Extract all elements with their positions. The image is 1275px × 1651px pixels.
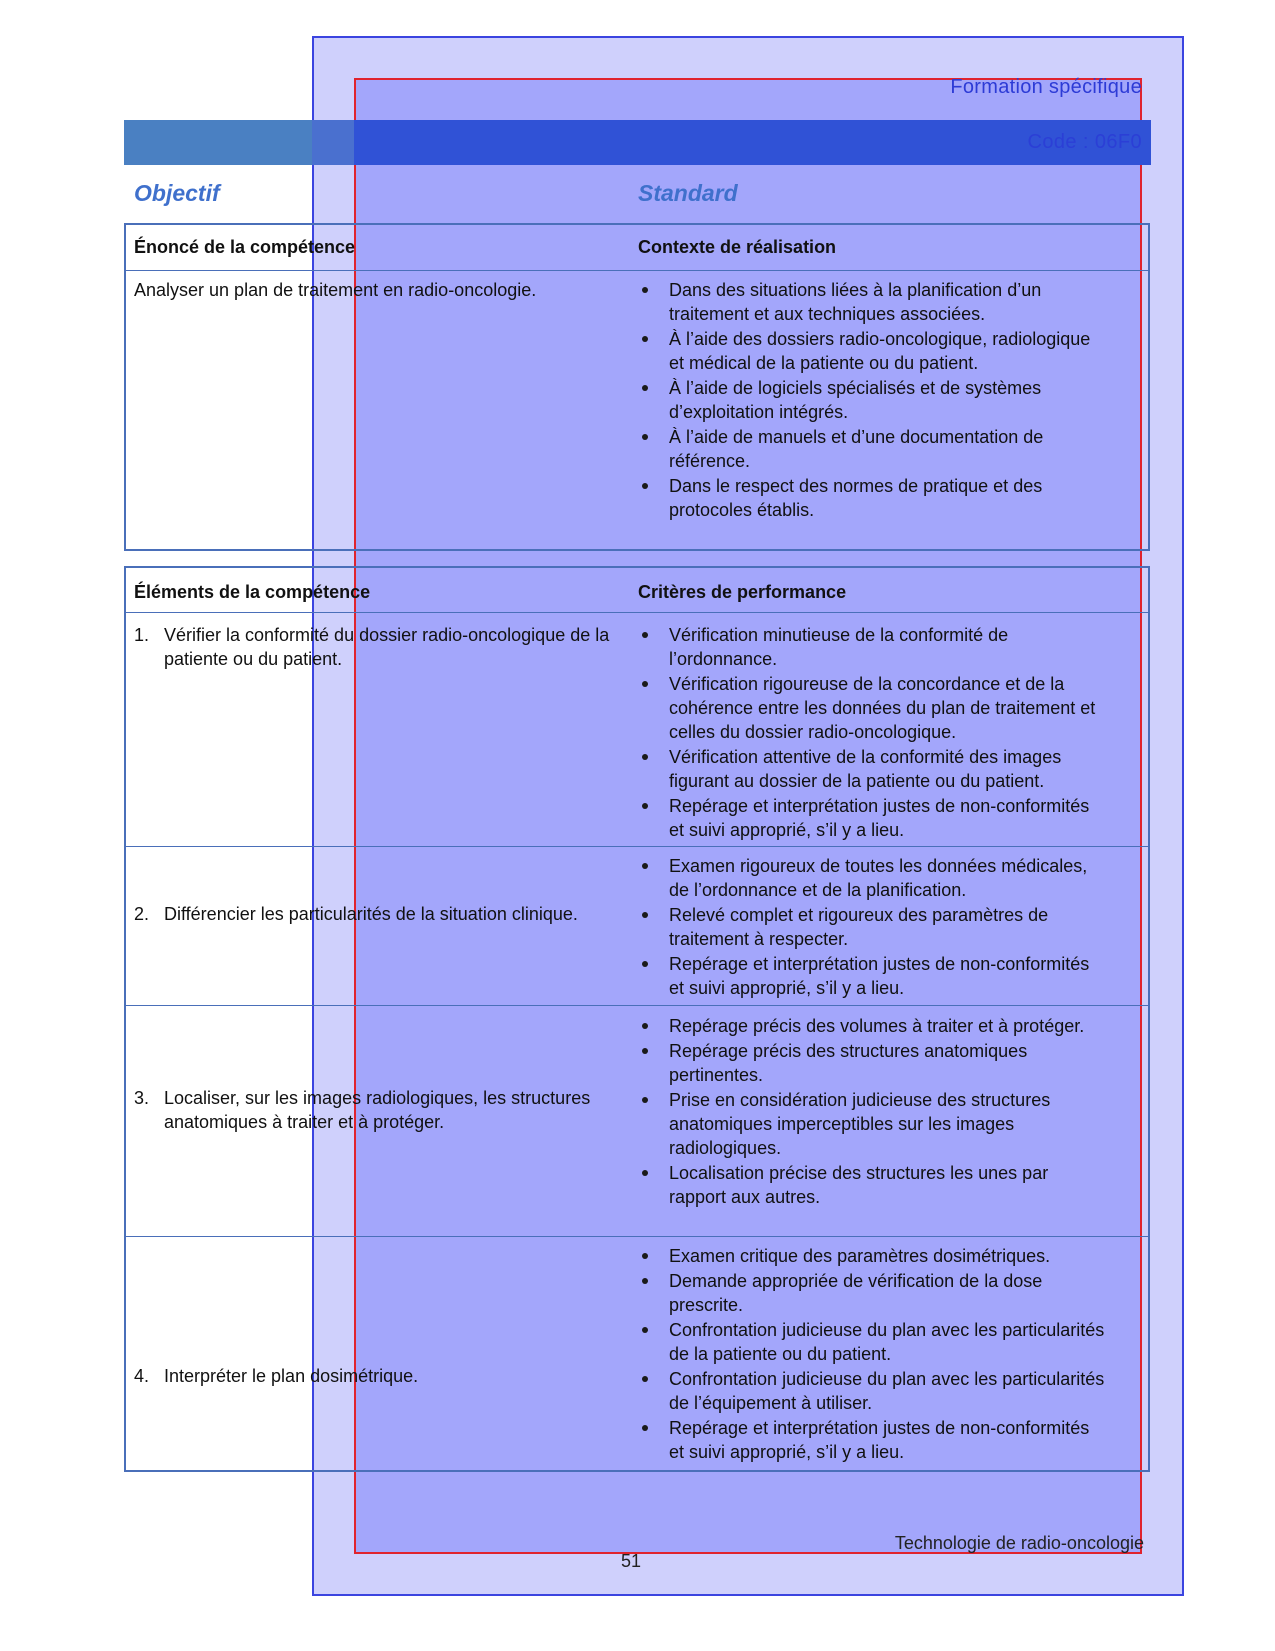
elements-table (124, 566, 1150, 1472)
criteria-list-2 (638, 854, 1108, 1001)
element-row-4 (134, 1364, 644, 1388)
criteria-item: Examen rigoureux de toutes les données médicales, de l’ordonnance et de la planification. (638, 854, 1108, 902)
context-item: Dans des situations liées à la planification d’un traitement et aux techniques associées. (638, 278, 1108, 326)
statement-header: Énoncé de la compétence (134, 237, 356, 257)
element-number: 2. (134, 904, 150, 924)
element-number: 4. (134, 1366, 150, 1386)
criteria-list-4 (638, 1244, 1108, 1465)
element-row-1 (134, 623, 644, 671)
criteria-item: Localisation précise des structures les unes par rapport aux autres. (638, 1161, 1108, 1209)
header-bar (124, 120, 1151, 165)
element-text: Localiser, sur les images radiologiques, les structures anatomiques à traiter et à protéger. (164, 1088, 591, 1132)
context-item: À l’aide de logiciels spécialisés et de systèmes d’exploitation intégrés. (638, 376, 1108, 424)
element-number: 1. (134, 625, 150, 645)
program-label: Formation spécifique (950, 76, 1142, 98)
criteria-item: Vérification minutieuse de la conformité de l’ordonnance. (638, 623, 1108, 671)
context-item: À l’aide des dossiers radio-oncologique, radiologique et médical de la patiente ou du patient. (638, 327, 1108, 375)
element-row-2 (134, 902, 644, 926)
standard-title: Standard (638, 180, 738, 206)
criteria-item: Confrontation judicieuse du plan avec les particularités de l’équipement à utiliser. (638, 1367, 1108, 1415)
criteria-item: Repérage et interprétation justes de non-conformités et suivi approprié, s’il y a lieu. (638, 794, 1108, 842)
context-item: À l’aide de manuels et d’une documentation de référence. (638, 425, 1108, 473)
criteria-list-3 (638, 1014, 1108, 1210)
page-number: 51 (621, 1551, 642, 1571)
criteria-item: Examen critique des paramètres dosimétriques. (638, 1244, 1108, 1268)
criteria-item: Repérage et interprétation justes de non-conformités et suivi approprié, s’il y a lieu. (638, 952, 1108, 1000)
code-value: 06F0 (1094, 131, 1142, 153)
element-text: Différencier les particularités de la situation clinique. (164, 904, 578, 924)
row-divider (126, 846, 1148, 847)
row-divider (126, 1005, 1148, 1006)
element-number: 3. (134, 1088, 150, 1108)
code-label (1028, 131, 1142, 154)
criteria-item: Repérage précis des structures anatomiques pertinentes. (638, 1039, 1108, 1087)
criteria-item: Prise en considération judicieuse des structures anatomiques imperceptibles sur les images radiologiques. (638, 1088, 1108, 1160)
code-label-text: Code : (1027, 131, 1089, 153)
criteria-list-1 (638, 623, 1108, 843)
criteria-item: Relevé complet et rigoureux des paramètres de traitement à respecter. (638, 903, 1108, 951)
row-divider (126, 1236, 1148, 1237)
criteria-item: Repérage précis des volumes à traiter et à protéger. (638, 1014, 1108, 1038)
context-header: Contexte de réalisation (638, 237, 837, 257)
elements-header: Éléments de la compétence (134, 582, 371, 602)
criteria-item: Vérification attentive de la conformité des images figurant au dossier de la patiente ou du patient. (638, 745, 1108, 793)
criteria-item: Demande appropriée de vérification de la dose prescrite. (638, 1269, 1108, 1317)
criteria-item: Confrontation judicieuse du plan avec les particularités de la patiente ou du patient. (638, 1318, 1108, 1366)
competence-statement: Analyser un plan de traitement en radio-oncologie. (134, 280, 537, 300)
header-divider (126, 270, 1148, 271)
context-item: Dans le respect des normes de pratique et des protocoles établis. (638, 474, 1108, 522)
criteria-item: Vérification rigoureuse de la concordance et de la cohérence entre les données du plan de traitement et celles du dossier radio-oncologique. (638, 672, 1108, 744)
element-text: Interpréter le plan dosimétrique. (164, 1366, 419, 1386)
element-text: Vérifier la conformité du dossier radio-oncologique de la patiente ou du patient. (164, 625, 610, 669)
objective-title: Objectif (134, 180, 220, 206)
context-list (638, 278, 1108, 523)
footer-program-name: Technologie de radio-oncologie (894, 1533, 1144, 1553)
element-row-3 (134, 1086, 644, 1134)
header-divider (126, 612, 1148, 613)
criteria-item: Repérage et interprétation justes de non-conformités et suivi approprié, s’il y a lieu. (638, 1416, 1108, 1464)
competence-table (124, 223, 1150, 551)
criteria-header: Critères de performance (638, 582, 847, 602)
